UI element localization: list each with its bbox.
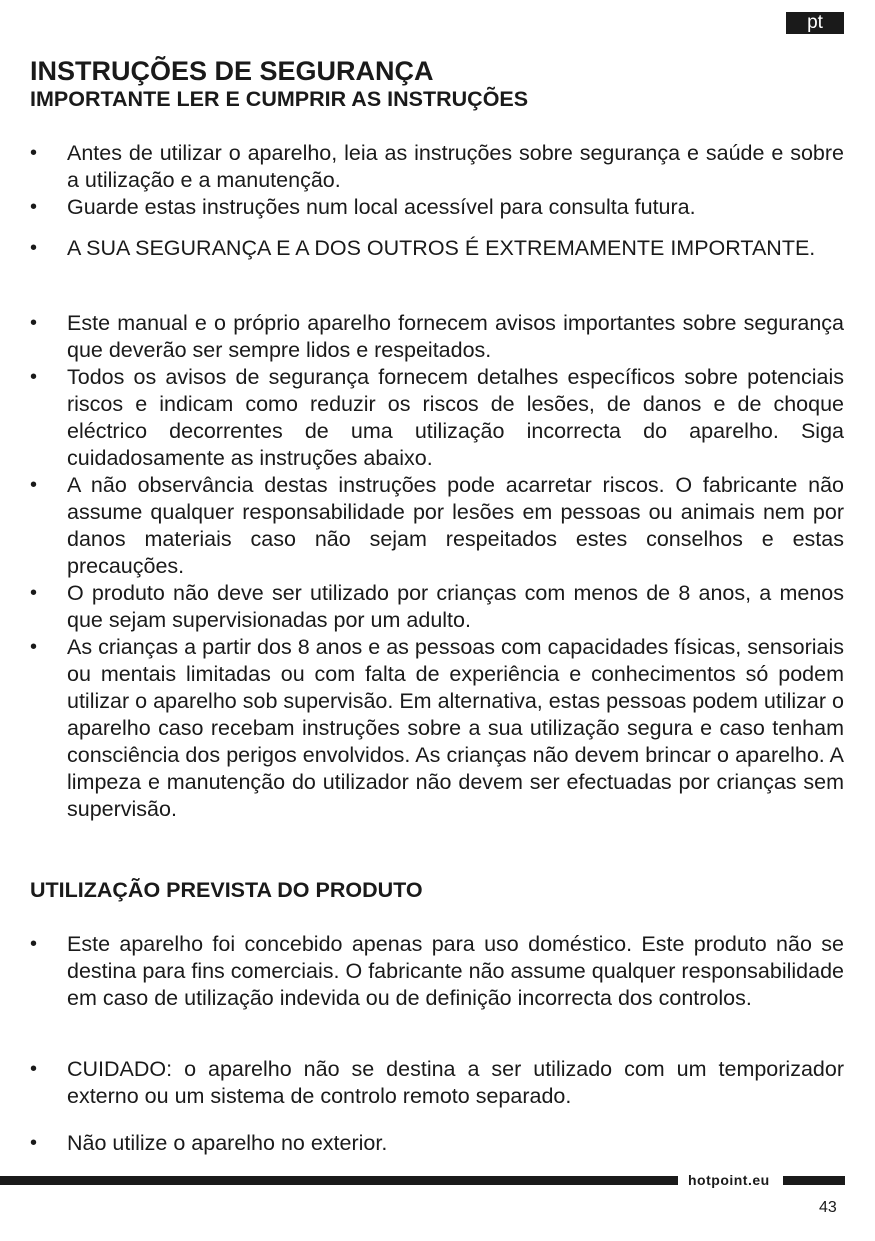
list-item: • Antes de utilizar o aparelho, leia as instruções sobre segurança e saúde e sobre a utilização e a manutenção. <box>30 140 844 194</box>
footer-brand: hotpoint.eu <box>688 1172 770 1188</box>
list-item: • A não observância destas instruções pode acarretar riscos. O fabricante não assume qualquer responsabilidade por lesões em pessoas ou animais nem por danos materiais caso não sejam respeitados estes conselhos e estas precauções. <box>30 472 844 580</box>
list-item: • O produto não deve ser utilizado por crianças com menos de 8 anos, a menos que sejam supervisionadas por um adulto. <box>30 580 844 634</box>
list-item: • As crianças a partir dos 8 anos e as pessoas com capacidades físicas, sensoriais ou mentais limitadas ou com falta de experiência e conhecimentos só podem utilizar o aparelho sob supervisão. Em alternativa, estas pessoas podem utilizar o aparelho caso recebam instruções sobre a sua utilização segura e caso tenham consciência dos perigos envolvidos. As crianças não devem brincar o aparelho. A limpeza e manutenção do utilizador não devem ser efectuadas por crianças sem supervisão. <box>30 634 844 823</box>
list-item: • A SUA SEGURANÇA E A DOS OUTROS É EXTREMAMENTE IMPORTANTE. <box>30 235 844 262</box>
bullet-list-intended-use <box>30 931 844 1012</box>
list-item: • Todos os avisos de segurança fornecem detalhes específicos sobre potenciais riscos e indicam como reduzir os riscos de lesões, de danos e de choque eléctrico decorrentes de uma utilização incorrecta do aparelho. Siga cuidadosamente as instruções abaixo. <box>30 364 844 472</box>
bullet-list-intro <box>30 140 844 221</box>
list-item: • CUIDADO: o aparelho não se destina a ser utilizado com um temporizador externo ou um sistema de controlo remoto separado. <box>30 1056 844 1110</box>
footer-divider-right <box>783 1176 845 1185</box>
list-item: • Este aparelho foi concebido apenas para uso doméstico. Este produto não se destina para fins comerciais. O fabricante não assume qualquer responsabilidade em caso de utilização indevida ou de definição incorrecta dos controlos. <box>30 931 844 1012</box>
list-item: • Guarde estas instruções num local acessível para consulta futura. <box>30 194 844 221</box>
footer-divider-left <box>0 1176 678 1185</box>
language-badge: pt <box>786 12 844 34</box>
list-item: • Não utilize o aparelho no exterior. <box>30 1130 844 1157</box>
bullet-list-safety-warnings <box>30 310 844 823</box>
bullet-list-caution <box>30 1056 844 1110</box>
bullet-list-safety-emphasis <box>30 235 844 262</box>
page-title: INSTRUÇÕES DE SEGURANÇA <box>30 56 434 86</box>
page-subtitle: IMPORTANTE LER E CUMPRIR AS INSTRUÇÕES <box>30 87 529 111</box>
section-heading-intended-use: UTILIZAÇÃO PREVISTA DO PRODUTO <box>30 878 423 902</box>
list-item: • Este manual e o próprio aparelho fornecem avisos importantes sobre segurança que deverão ser sempre lidos e respeitados. <box>30 310 844 364</box>
page-number: 43 <box>819 1199 837 1216</box>
bullet-list-outdoor <box>30 1130 844 1157</box>
